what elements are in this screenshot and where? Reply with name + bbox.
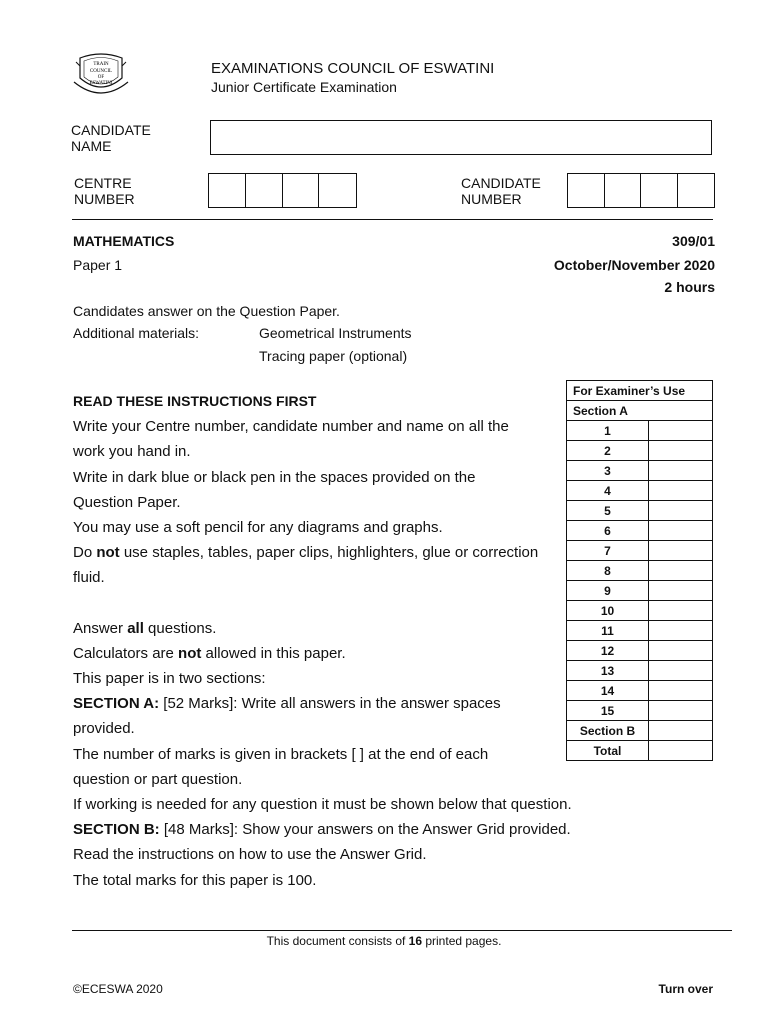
examiner-table-row — [567, 501, 713, 521]
examiner-table-row — [567, 641, 713, 661]
marks-cell[interactable] — [649, 641, 713, 661]
marks-cell[interactable] — [649, 541, 713, 561]
question-number-cell: 14 — [567, 681, 649, 701]
material-item: Geometrical Instruments — [259, 325, 412, 341]
examiner-table-row — [567, 541, 713, 561]
candidate-number-field[interactable] — [567, 173, 715, 208]
exam-title: Junior Certificate Examination — [211, 79, 397, 95]
candidate-name-field[interactable] — [210, 120, 712, 155]
paper-code: 309/01 — [672, 233, 715, 249]
examiner-table-row — [567, 661, 713, 681]
section-b-cell: Section B — [567, 721, 649, 741]
question-number-cell: 4 — [567, 481, 649, 501]
examiner-table-row — [567, 621, 713, 641]
instruction-line: If working is needed for any question it must be shown below that question. — [73, 796, 572, 814]
copyright: ©ECESWA 2020 — [73, 982, 163, 996]
examiner-table-row — [567, 701, 713, 721]
question-number-cell: 10 — [567, 601, 649, 621]
question-number-cell: 7 — [567, 541, 649, 561]
instruction-line: Question Paper. — [73, 493, 181, 511]
marks-cell[interactable] — [649, 721, 713, 741]
examiner-table-row — [567, 721, 713, 741]
examiner-table-row — [567, 441, 713, 461]
marks-cell[interactable] — [649, 481, 713, 501]
marks-cell[interactable] — [649, 421, 713, 441]
question-number-cell: 15 — [567, 701, 649, 721]
digit-box[interactable] — [246, 174, 283, 207]
exam-duration: 2 hours — [664, 279, 715, 295]
examiner-table-row — [567, 461, 713, 481]
question-number-cell: 8 — [567, 561, 649, 581]
instructions-block — [73, 389, 573, 893]
marks-cell[interactable] — [649, 701, 713, 721]
divider — [72, 219, 713, 220]
examiner-table-row — [567, 421, 713, 441]
examiner-table-row — [567, 481, 713, 501]
instruction-line: question or part question. — [73, 770, 243, 788]
instruction-line: provided. — [73, 720, 135, 738]
instruction-line: Calculators are not allowed in this paper. — [73, 644, 346, 662]
instruction-line: Write your Centre number, candidate number and name on all the — [73, 418, 509, 436]
digit-box[interactable] — [605, 174, 642, 207]
question-number-cell: 3 — [567, 461, 649, 481]
instruction-line: Read the instructions on how to use the Answer Grid. — [73, 846, 427, 864]
marks-cell[interactable] — [649, 601, 713, 621]
digit-box[interactable] — [209, 174, 246, 207]
marks-cell[interactable] — [649, 581, 713, 601]
centre-number-label: CENTRE NUMBER — [74, 175, 135, 207]
marks-cell[interactable] — [649, 501, 713, 521]
question-number-cell: 11 — [567, 621, 649, 641]
instruction-line: work you hand in. — [73, 443, 191, 461]
svg-text:TRAIN: TRAIN — [93, 62, 109, 67]
svg-text:OF: OF — [97, 75, 105, 80]
instruction-line: Answer all questions. — [73, 619, 217, 637]
instruction-line: The number of marks is given in brackets [ ] at the end of each — [73, 745, 489, 763]
council-title: EXAMINATIONS COUNCIL OF ESWATINI — [211, 60, 495, 77]
question-number-cell: 13 — [567, 661, 649, 681]
question-number-cell: 1 — [567, 421, 649, 441]
question-number-cell: 9 — [567, 581, 649, 601]
section-a-header: Section A — [567, 401, 713, 421]
candidate-name-label: CANDIDATE NAME — [71, 122, 151, 154]
question-number-cell: 12 — [567, 641, 649, 661]
instruction-line: SECTION A: [52 Marks]: Write all answers in the answer spaces — [73, 695, 501, 713]
marks-cell[interactable] — [649, 621, 713, 641]
turn-over-label: Turn over — [658, 982, 713, 996]
marks-cell[interactable] — [649, 741, 713, 761]
centre-number-field[interactable] — [208, 173, 357, 208]
marks-cell[interactable] — [649, 681, 713, 701]
marks-cell[interactable] — [649, 461, 713, 481]
svg-text:COUNCIL: COUNCIL — [89, 69, 113, 74]
marks-cell[interactable] — [649, 441, 713, 461]
svg-text:ESWATINI: ESWATINI — [89, 81, 113, 86]
examiner-table-row — [567, 521, 713, 541]
digit-box[interactable] — [319, 174, 356, 207]
examiner-table-row — [567, 681, 713, 701]
marks-cell[interactable] — [649, 561, 713, 581]
digit-box[interactable] — [678, 174, 714, 207]
examiner-table-title: For Examiner’s Use — [567, 381, 713, 401]
instruction-line: The total marks for this paper is 100. — [73, 871, 317, 889]
total-cell: Total — [567, 741, 649, 761]
material-item: Tracing paper (optional) — [259, 348, 408, 364]
candidate-number-label: CANDIDATE NUMBER — [461, 175, 541, 207]
instructions-heading: READ THESE INSTRUCTIONS FIRST — [73, 393, 317, 409]
subject-title: MATHEMATICS — [73, 233, 175, 249]
council-crest-logo — [72, 48, 130, 100]
examiner-table-row — [567, 601, 713, 621]
instruction-line: Do not use staples, tables, paper clips, highlighters, glue or correction — [73, 544, 539, 562]
instruction-line: You may use a soft pencil for any diagrams and graphs. — [73, 519, 443, 537]
instruction-line: This paper is in two sections: — [73, 670, 266, 688]
marks-cell[interactable] — [649, 521, 713, 541]
materials-label: Additional materials: — [73, 325, 200, 341]
instruction-line: SECTION B: [48 Marks]: Show your answers on the Answer Grid provided. — [73, 821, 571, 839]
page-count-note: This document consists of 16 printed pages. — [266, 934, 502, 948]
paper-number: Paper 1 — [73, 257, 123, 273]
instruction-line: Write in dark blue or black pen in the spaces provided on the — [73, 468, 476, 486]
digit-box[interactable] — [283, 174, 320, 207]
marks-cell[interactable] — [649, 661, 713, 681]
question-number-cell: 5 — [567, 501, 649, 521]
question-number-cell: 2 — [567, 441, 649, 461]
digit-box[interactable] — [568, 174, 605, 207]
examiner-table-row — [567, 741, 713, 761]
examiner-table-row — [567, 561, 713, 581]
digit-box[interactable] — [641, 174, 678, 207]
answer-on-note: Candidates answer on the Question Paper. — [73, 303, 340, 319]
examiner-use-table — [566, 380, 713, 761]
question-number-cell: 6 — [567, 521, 649, 541]
exam-session: October/November 2020 — [553, 257, 715, 273]
footer-divider — [72, 930, 732, 931]
instruction-line: fluid. — [73, 569, 105, 587]
examiner-table-row — [567, 581, 713, 601]
